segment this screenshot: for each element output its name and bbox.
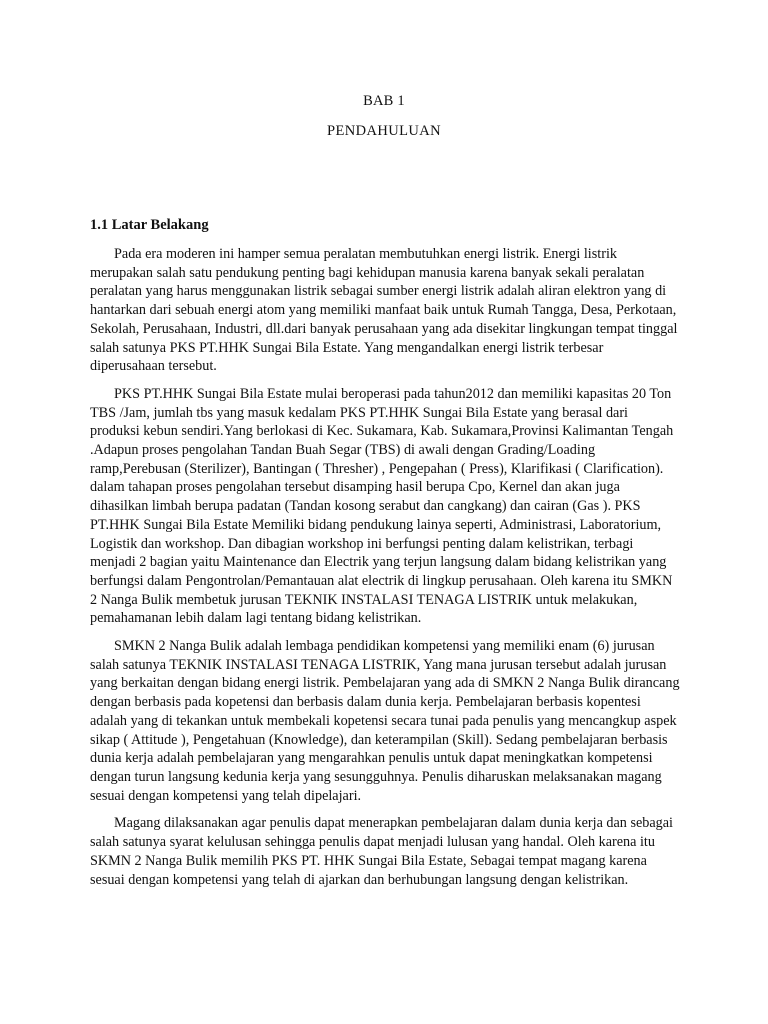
chapter-title: PENDAHULUAN	[327, 123, 441, 139]
paragraph-2: PKS PT.HHK Sungai Bila Estate mulai beroperasi pada tahun2012 dan memiliki kapasitas 20 Ton TBS /Jam, jumlah tbs yang masuk kedalam PKS PT.HHK Sungai Bila Estate yang berasal dari produksi kebun sendiri.Yang berlokasi di Kec. Sukamara, Kab. Sukamara,Provinsi Kalimantan Tengah .Adapun proses pengolahan Tandan Buah Segar (TBS) di awali dengan Grading/Loading ramp,Perebusan (Sterilizer), Bantingan ( Thresher) , Pengepahan ( Press), Klarifikasi ( Clarification). dalam tahapan proses pengolahan tersebut disamping hasil berupa Cpo, Kernel dan akan juga dihasilkan limbah berupa padatan (Tandan kosong serabut dan cangkang) dan cairan (Gas ). PKS PT.HHK Sungai Bila Estate Memiliki bidang pendukung lainya seperti, Administrasi, Laboratorium, Logistik dan workshop. Dan dibagian workshop ini berfungsi penting dalam kelistrikan, terbagi menjadi 2 bagian yaitu Maintenance dan Electrik yang terjun langsung dalam bidang kelistrikan yang berfungsi dalam Pengontrolan/Pemantauan alat electrik di lingkup perusahaan. Oleh karena itu SMKN 2 Nanga Bulik membetuk jurusan TEKNIK INSTALASI TENAGA LISTRIK untuk melakukan, pemahamanan lebih dalam lagi tentang bidang kelistrikan.	[90, 385, 674, 627]
chapter-number: BAB 1	[363, 93, 405, 109]
paragraph-1: Pada era moderen ini hamper semua peralatan membutuhkan energi listrik. Energi listrik merupakan salah satu pendukung penting bagi kehidupan manusia karena banyak sekali peralatan peralatan yang harus menggunakan listrik sebagai sumber energi listrik adalah aliran elektron yang di hantarkan dari sebuah energi atom yang memiliki manfaat baik untuk Rumah Tangga, Desa, Perkotaan, Sekolah, Perusahaan, Industri, dll.dari banyak perusahaan yang ada disekitar lingkungan tempat tinggal salah satunya PKS PT.HHK Sungai Bila Estate. Yang mengandalkan energi listrik terbesar diperusahaan tersebut.	[90, 246, 678, 375]
paragraph-3: SMKN 2 Nanga Bulik adalah lembaga pendidikan kompetensi yang memiliki enam (6) jurusan salah satunya TEKNIK INSTALASI TENAGA LISTRIK, Yang mana jurusan tersebut adalah jurusan yang berkaitan dengan bidang energi listrik. Pembelajaran yang ada di SMKN 2 Nanga Bulik dirancang dengan berbasis pada kopetensi dan berbasis dalam dunia kerja. Pembelajaran berbasis kopentesi adalah yang di tekankan untuk membekali kopetensi secara tunai pada penulis yang mencangkup aspek sikap ( Attitude ), Pengetahuan (Knowledge), dan keterampilan (Skill). Sedang pembelajaran berbasis dunia kerja adalah pembelajaran yang mengarahkan penulis untuk dapat meningkatkan kompetensi dengan turun langsung kedunia kerja yang sesungguhnya. Penulis diharuskan melaksanakan magang sesuai dengan kompetensi yang telah dipelajari.	[90, 638, 680, 804]
body-text	[90, 245, 680, 898]
section-heading: 1.1 Latar Belakang	[90, 217, 209, 233]
paragraph-4: Magang dilaksanakan agar penulis dapat menerapkan pembelajaran dalam dunia kerja dan sebagai salah satunya syarat kelulusan sehingga penulis dapat menjadi lulusan yang handal. Oleh karena itu SKMN 2 Nanga Bulik memilih PKS PT. HHK Sungai Bila Estate, Sebagai tempat magang karena sesuai dengan kompetensi yang telah di ajarkan dan berhubungan langsung dengan kelistrikan.	[90, 815, 673, 888]
